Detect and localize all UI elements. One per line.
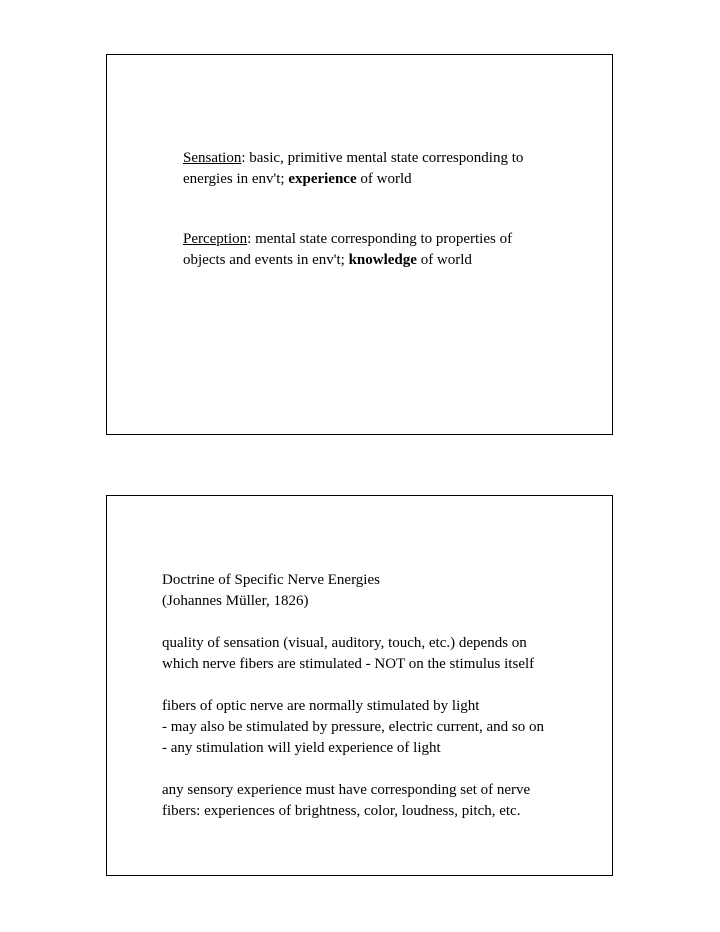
sensation-line-1 <box>183 148 523 169</box>
paragraph-2-line-3: - any stimulation will yield experience of light <box>162 740 441 756</box>
paragraph-3-line-2: fibers: experiences of brightness, color, loudness, pitch, etc. <box>162 803 521 819</box>
perception-line-2 <box>183 250 472 271</box>
slide-1 <box>106 54 613 435</box>
sensation-definition-start: : basic, primitive mental state corresponding to <box>241 150 524 166</box>
perception-definition-cont: objects and events in env't; <box>183 252 349 268</box>
paragraph-2-line-1: fibers of optic nerve are normally stimulated by light <box>162 698 480 714</box>
slide-title: Doctrine of Specific Nerve Energies <box>162 572 380 588</box>
slide-2 <box>106 495 613 876</box>
sensation-term: Sensation <box>183 150 242 166</box>
perception-definition-start: : mental state corresponding to properties of <box>247 231 513 247</box>
paragraph-3-line-1: any sensory experience must have corresponding set of nerve <box>162 782 531 798</box>
paragraph-1-line-2: which nerve fibers are stimulated - NOT on the stimulus itself <box>162 656 535 672</box>
sensation-definition-end: of world <box>356 171 412 187</box>
paragraph-2-line-2: - may also be stimulated by pressure, electric current, and so on <box>162 719 544 735</box>
perception-term: Perception <box>183 231 248 247</box>
slide-subtitle: (Johannes Müller, 1826) <box>162 593 309 609</box>
sensation-definition-cont: energies in env't; <box>183 171 289 187</box>
perception-line-1 <box>183 229 512 250</box>
perception-keyword: knowledge <box>348 252 417 268</box>
sensation-line-2 <box>183 169 412 190</box>
paragraph-1-line-1: quality of sensation (visual, auditory, touch, etc.) depends on <box>162 635 527 651</box>
sensation-keyword: experience <box>288 171 357 187</box>
perception-definition-end: of world <box>416 252 472 268</box>
